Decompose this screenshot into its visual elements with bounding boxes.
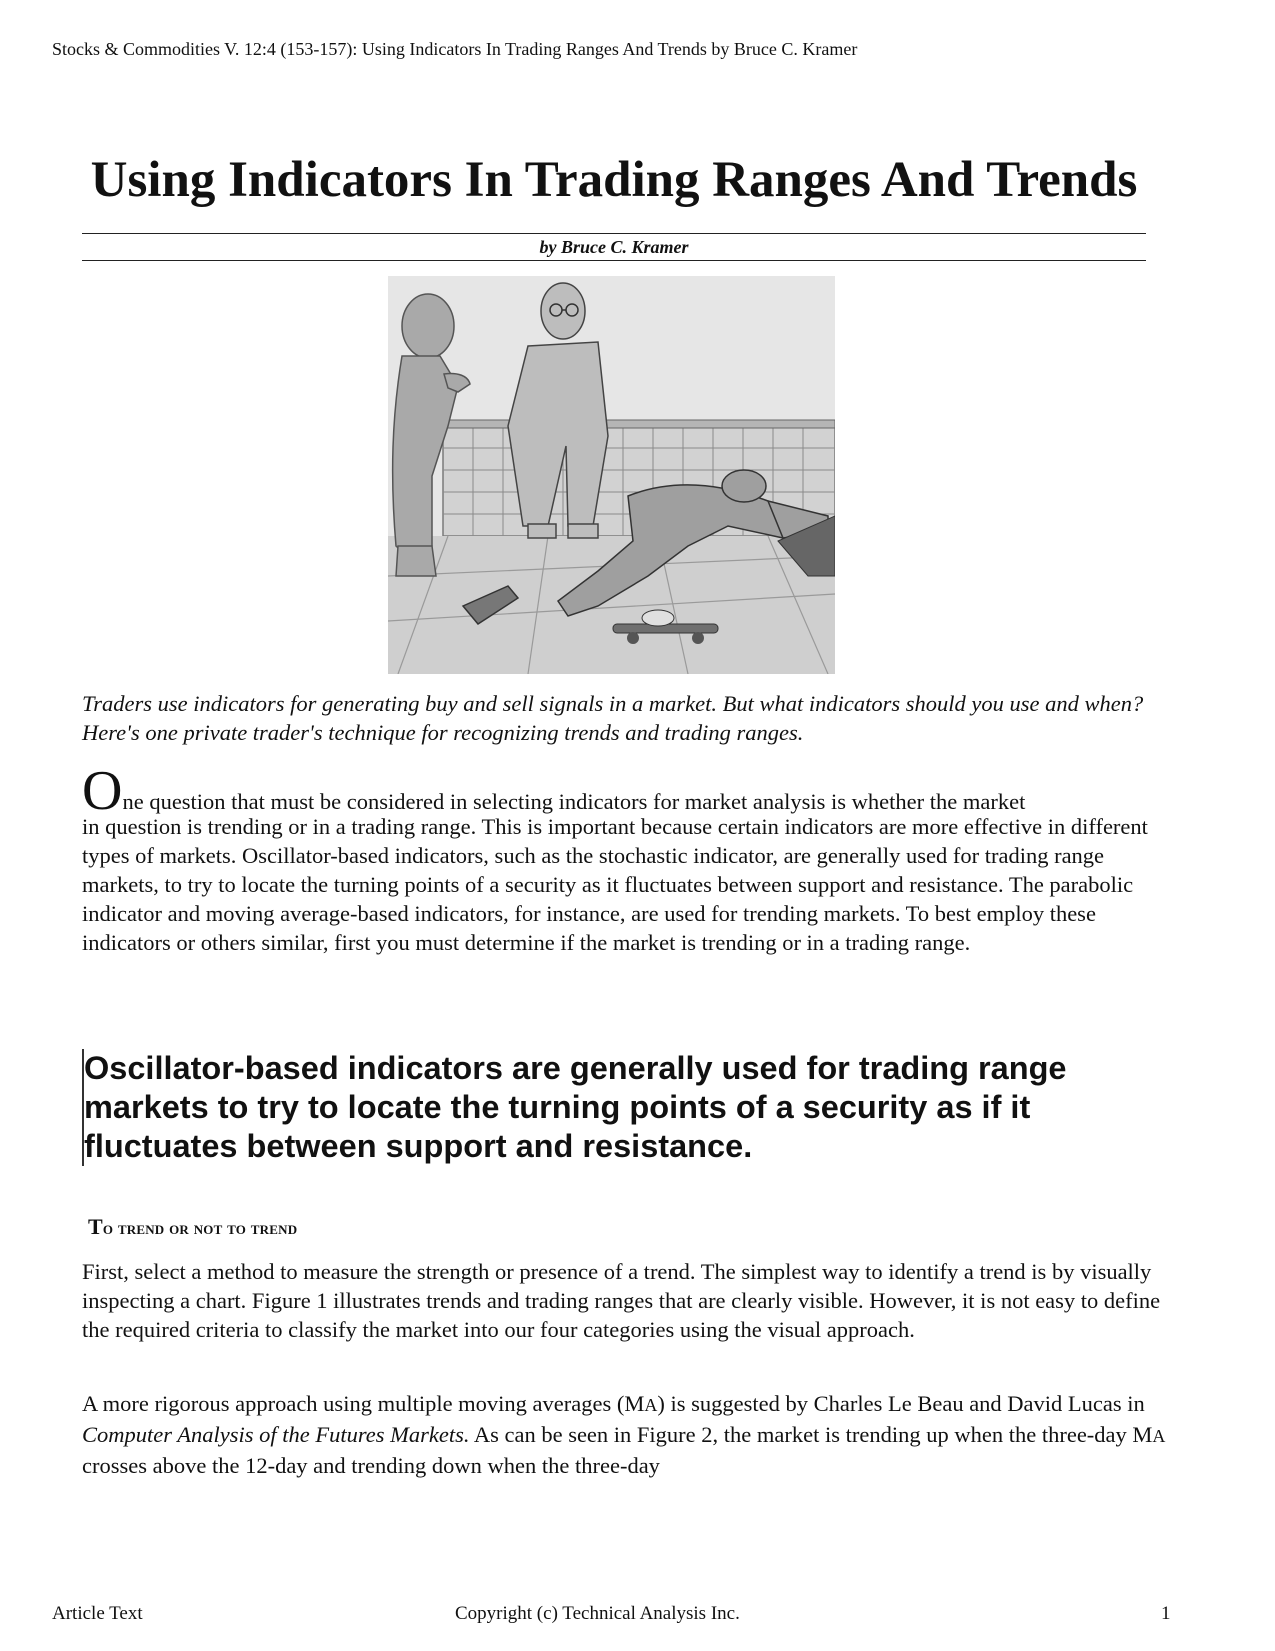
footer-section-label: Article Text [52, 1603, 143, 1624]
paragraph-intro-first-line-text: ne question that must be considered in selecting indicators for market analysis is whether the market [122, 789, 1026, 814]
running-header: Stocks & Commodities V. 12:4 (153-157): Using Indicators In Trading Ranges And Trends by Bruce C. Kramer [52, 39, 858, 59]
article-title: Using Indicators In Trading Ranges And Trends [90, 152, 1138, 208]
byline-top-rule [82, 233, 1146, 234]
paragraph-ma-text-c: As can be seen in Figure 2, the market is trending up when the three-day M [469, 1422, 1153, 1447]
pull-quote: Oscillator-based indicators are generally used for trading range markets to try to locate the turning points of a security as if it fluctuates between support and resistance. [82, 1049, 1144, 1166]
byline-bottom-rule [82, 260, 1146, 261]
ma-small-cap-2: A [1152, 1426, 1166, 1446]
ma-small-cap-1: A [644, 1395, 658, 1415]
section-heading-text: o trend or not to trend [102, 1218, 298, 1238]
paragraph-visual-approach: First, select a method to measure the strength or presence of a trend. The simplest way to identify a trend is by visually inspecting a chart. Figure 1 illustrates trends and trading ranges that are clearly visible. However, it is not easy to define the required criteria to classify the market into our four categories using the visual approach. [82, 1259, 1161, 1342]
paragraph-intro [82, 760, 1162, 957]
cartoon-illustration [388, 276, 835, 674]
paragraph-intro-rest: in question is trending or in a trading range. This is important because certain indicators are more effective in different types of markets. Oscillator-based indicators, such as the stochastic indicator, are generally used for trading range markets, to try to locate the turning points of a security as it fluctuates between support and resistance. The parabolic indicator and moving average-based indicators, for instance, are used for trending markets. To best employ these indicators or others similar, first you must determine if the market is trending or in a trading range. [82, 814, 1148, 955]
paragraph-ma-text-b: ) is suggested by Charles Le Beau and David Lucas in [657, 1391, 1145, 1416]
paragraph-moving-averages [82, 1389, 1167, 1480]
page-number: 1 [1161, 1603, 1171, 1624]
footer-copyright: Copyright (c) Technical Analysis Inc. [455, 1603, 740, 1624]
paragraph-ma-text-d: crosses above the 12-day and trending down when the three-day [82, 1453, 660, 1478]
paragraph-ma-text-a: A more rigorous approach using multiple moving averages (M [82, 1391, 645, 1416]
byline: by Bruce C. Kramer [539, 237, 689, 257]
article-deck: Traders use indicators for generating buy and sell signals in a market. But what indicators should you use and when? Here's one private trader's technique for recognizing trends and trading ranges. [82, 691, 1144, 745]
section-heading [88, 1215, 297, 1240]
drop-cap: O [82, 760, 123, 822]
book-title: Computer Analysis of the Futures Markets. [82, 1422, 470, 1447]
section-heading-initial: T [88, 1214, 103, 1239]
paragraph-intro-first-line [82, 760, 1162, 822]
